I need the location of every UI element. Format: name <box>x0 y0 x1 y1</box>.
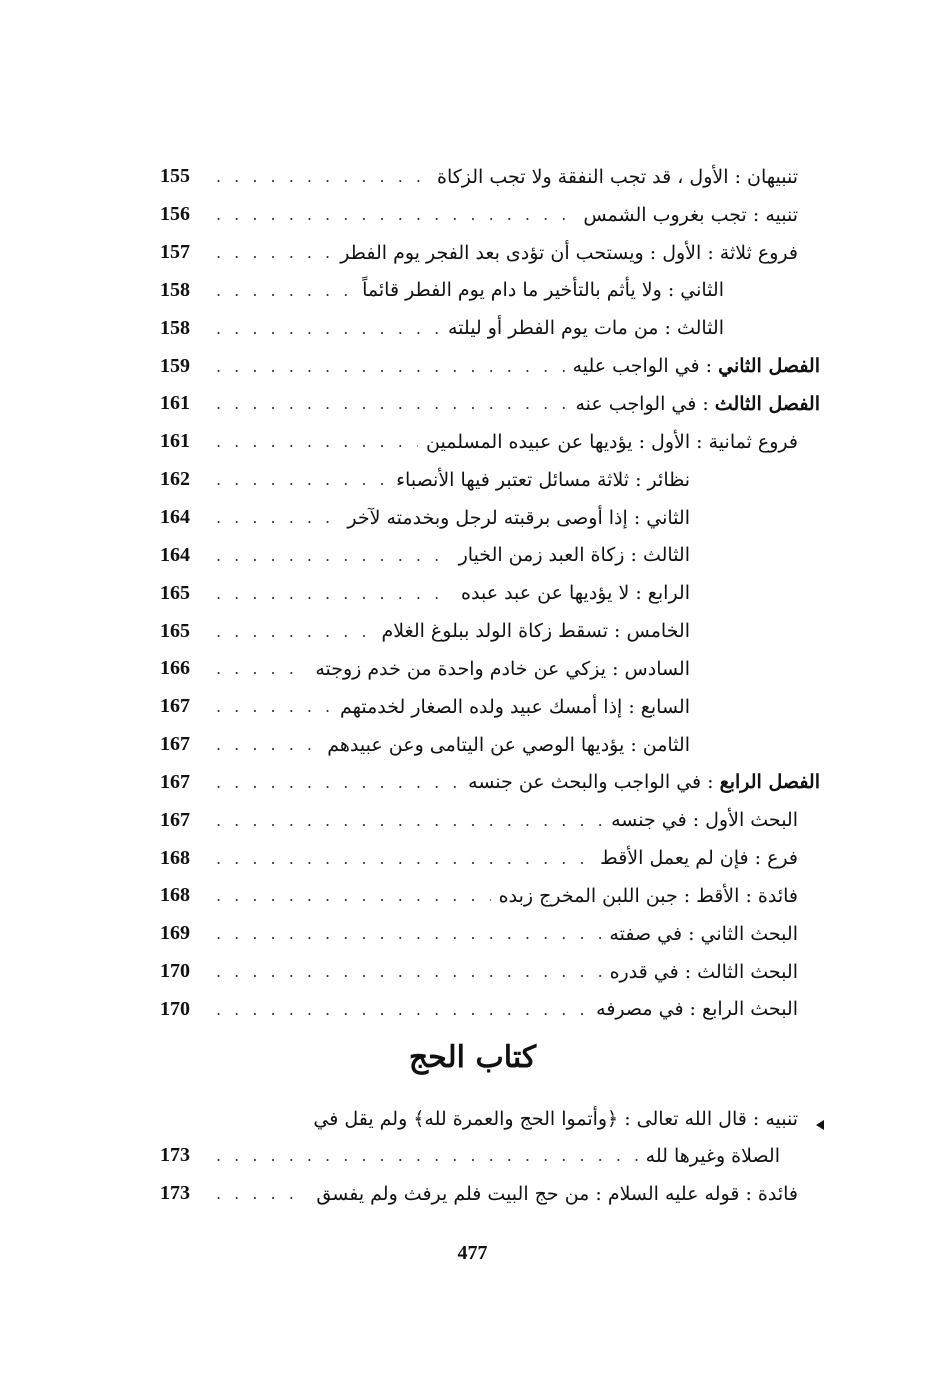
entry-title <box>426 431 820 453</box>
entry-text: فروع ثمانية : الأول : يؤديها عن عبيده المسلمين <box>426 430 798 453</box>
toc-entry <box>160 461 820 499</box>
entry-page: 158 <box>160 316 190 339</box>
toc-entry <box>160 385 820 423</box>
entry-title <box>315 658 820 680</box>
entry-title <box>610 961 820 983</box>
toc-entry <box>160 423 820 461</box>
entry-text: الثاني : ولا يأثم بالتأخير ما دام يوم الفطر قائماً <box>362 279 724 302</box>
entry-page: 156 <box>160 203 190 226</box>
dot-leader <box>216 167 429 186</box>
entry-title <box>596 998 820 1020</box>
dot-leader <box>216 1146 638 1165</box>
entry-page: 157 <box>160 241 190 264</box>
entry-title <box>609 923 820 945</box>
entry-title <box>575 393 820 415</box>
entry-page: 168 <box>160 884 190 907</box>
chapter-label: الفصل الرابع <box>719 771 820 794</box>
dot-leader <box>216 811 603 830</box>
entry-page: 161 <box>160 430 190 453</box>
entry-text: الثالث : من مات يوم الفطر أو ليلته <box>447 317 724 340</box>
entry-text: تنبيه : تجب بغروب الشمس <box>583 203 798 226</box>
entry-title <box>340 242 820 264</box>
dot-leader <box>216 622 374 641</box>
dot-leader <box>216 470 388 489</box>
toc-entry <box>160 574 820 612</box>
entry-text: البحث الرابع : في مصرفه <box>596 998 798 1021</box>
toc-entry <box>160 612 820 650</box>
toc-entry <box>160 536 820 574</box>
dot-leader <box>216 508 339 527</box>
toc-entry-hajj-benefit <box>160 1175 820 1213</box>
entry-text: السابع : إذا أمسك عبيد ولده الصغار لخدمتهم <box>339 695 690 718</box>
dot-leader <box>216 281 354 300</box>
toc-entry <box>160 158 820 196</box>
entry-text: الثاني : إذا أوصى برقبته لرجل وبخدمته لآخر <box>347 506 690 529</box>
toc-entry <box>160 650 820 688</box>
dot-leader <box>216 697 332 716</box>
entry-title <box>382 620 820 642</box>
entry-page: 169 <box>160 922 190 945</box>
toc-entry <box>160 764 820 802</box>
entry-title <box>468 771 820 793</box>
entry-page: 167 <box>160 733 190 756</box>
entry-title: فائدة : قوله عليه السلام : من حج البيت فلم يرفث ولم يفسق <box>316 1182 798 1205</box>
entry-page: 159 <box>160 354 190 377</box>
entry-text: البحث الثالث : في قدره <box>609 960 798 983</box>
entry-page: 158 <box>160 278 190 301</box>
entry-page: 155 <box>160 165 190 188</box>
entry-title <box>437 166 820 188</box>
dot-leader <box>216 319 440 338</box>
entry-title <box>396 469 820 491</box>
toc-entry <box>160 688 820 726</box>
entry-text: فرع : فإن لم يعمل الأقط <box>600 847 798 870</box>
entry-page: 173 <box>160 1144 190 1167</box>
dot-leader <box>216 584 453 603</box>
toc-entry <box>160 726 820 764</box>
dot-leader <box>216 659 307 678</box>
entry-text: الرابع : لا يؤديها عن عبد عبده <box>461 582 690 605</box>
toc-entry <box>160 953 820 991</box>
entry-text: الثالث : زكاة العبد زمن الخيار <box>458 544 690 567</box>
toc-entry <box>160 196 820 234</box>
dot-leader <box>216 962 602 981</box>
entry-text: البحث الأول : في جنسه <box>611 809 798 832</box>
entry-text: فروع ثلاثة : الأول : ويستحب أن تؤدى بعد الفجر يوم الفطر <box>340 241 798 264</box>
entry-title: تنبيه : قال الله تعالى : ﴿وأتموا الحج والعمرة لله﴾ ولم يقل في <box>313 1107 798 1130</box>
toc-entry <box>160 347 820 385</box>
entry-text: الخامس : تسقط زكاة الولد ببلوغ الغلام <box>381 620 690 643</box>
entry-page: 170 <box>160 960 190 983</box>
entry-title <box>459 544 820 566</box>
page-number: 477 <box>457 1242 488 1264</box>
entry-text: السادس : يزكي عن خادم واحدة من خدم زوجته <box>315 657 690 680</box>
toc-entry <box>160 234 820 272</box>
toc-entry <box>160 272 820 310</box>
entry-page: 165 <box>160 581 190 604</box>
dot-leader <box>216 886 491 905</box>
entry-page: 167 <box>160 808 190 831</box>
entry-text: نظائر : ثلاثة مسائل تعتبر فيها الأنصباء <box>396 468 690 491</box>
entry-page: 173 <box>160 1182 190 1205</box>
entry-page: 167 <box>160 695 190 718</box>
toc-entry <box>160 839 820 877</box>
entry-title <box>600 847 820 869</box>
toc-entry <box>160 499 820 537</box>
toc-entry <box>160 991 820 1029</box>
entry-text: البحث الثاني : في صفته <box>609 922 798 945</box>
entry-text: تنبيهان : الأول ، قد تجب النفقة ولا تجب الزكاة <box>436 165 798 188</box>
dot-leader <box>216 394 567 413</box>
dot-leader <box>216 849 592 868</box>
dot-leader <box>216 546 451 565</box>
entry-text: : في الواجب عليه <box>572 355 719 378</box>
entry-title <box>611 809 820 831</box>
entry-text: الثامن : يؤديها الوصي عن اليتامى وعن عبيدهم <box>327 733 690 756</box>
dot-leader <box>216 1000 588 1019</box>
entry-page: 170 <box>160 997 190 1020</box>
entry-title: الصلاة وغيرها لله <box>645 1144 780 1167</box>
toc-entry <box>160 915 820 953</box>
entry-title <box>347 507 820 529</box>
entry-text: : في الواجب عنه <box>575 392 715 415</box>
entry-title <box>362 279 820 301</box>
entry-title <box>327 734 820 756</box>
section-heading: كتاب الحج <box>408 1040 537 1075</box>
dot-leader <box>216 924 601 943</box>
dot-leader <box>216 243 332 262</box>
entry-page: 168 <box>160 846 190 869</box>
entry-page: 164 <box>160 543 190 566</box>
dot-leader <box>216 773 460 792</box>
chapter-label: الفصل الثالث <box>714 392 820 415</box>
toc-entry <box>160 877 820 915</box>
entry-page: 165 <box>160 619 190 642</box>
entry-text: : في الواجب والبحث عن جنسه <box>468 771 720 794</box>
entry-page: 164 <box>160 506 190 529</box>
entry-title <box>573 355 820 377</box>
dot-leader <box>216 432 418 451</box>
dot-leader <box>216 735 319 754</box>
toc-entry <box>160 801 820 839</box>
entry-page: 167 <box>160 770 190 793</box>
entry-page: 166 <box>160 657 190 680</box>
table-of-contents <box>160 158 820 1028</box>
dot-leader <box>216 1184 308 1203</box>
chapter-label: الفصل الثاني <box>718 355 820 378</box>
entry-text: فائدة : الأقط : جبن اللبن المخرج زبده <box>498 884 798 907</box>
entry-page: 162 <box>160 468 190 491</box>
entry-title <box>461 582 820 604</box>
toc-entry-hajj-note <box>160 1100 820 1137</box>
entry-title <box>340 696 820 718</box>
dot-leader <box>216 205 575 224</box>
entry-title <box>499 885 820 907</box>
hajj-entries <box>160 1100 820 1213</box>
toc-entry <box>160 309 820 347</box>
entry-page: 161 <box>160 392 190 415</box>
entry-title <box>583 204 820 226</box>
toc-entry-hajj-note-cont <box>160 1137 820 1175</box>
entry-title <box>448 317 820 339</box>
dot-leader <box>216 357 565 376</box>
bullet-marker-icon <box>816 1120 824 1130</box>
